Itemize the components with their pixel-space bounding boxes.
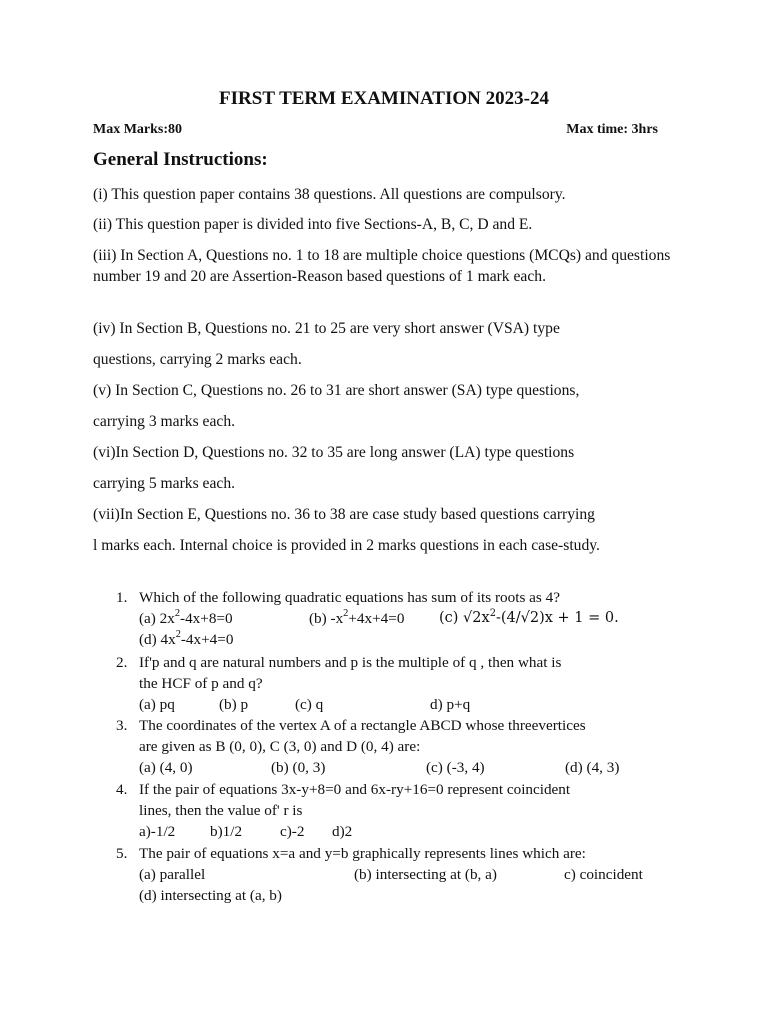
question-number: 5. <box>116 845 128 862</box>
option-c: c) coincident <box>564 866 643 883</box>
instruction-item: (i) This question paper contains 38 questions. All questions are compulsory. <box>93 186 566 203</box>
instruction-item: (iii) In Section A, Questions no. 1 to 18 are multiple choice questions (MCQs) and questions number 19 and 20 are Assertion-Reason based questions of 1 mark each. <box>93 247 671 285</box>
option-d: (d) (4, 3) <box>565 759 620 776</box>
question-4 <box>116 779 676 842</box>
option-b: (b) p <box>219 696 249 713</box>
question-3 <box>116 715 676 778</box>
instruction-item: (ii) This question paper is divided into five Sections-A, B, C, D and E. <box>93 216 533 233</box>
option-c: c)-2 <box>280 823 305 840</box>
max-time: Max time: 3hrs <box>566 122 658 137</box>
question-text: Which of the following quadratic equations has sum of its roots as 4? <box>139 589 560 606</box>
option-d: d)2 <box>332 823 353 840</box>
question-text: The pair of equations x=a and y=b graphically represents lines which are: <box>139 845 586 862</box>
question-text: If'p and q are natural numbers and p is the multiple of q , then what is <box>139 654 562 671</box>
instruction-item: (iv) In Section B, Questions no. 21 to 25 are very short answer (VSA) type <box>93 320 560 337</box>
question-number: 2. <box>116 654 128 671</box>
option-c: (c) (-3, 4) <box>426 759 485 776</box>
option-b: (b) $-x^2+4x+4=0$ <box>309 608 405 627</box>
question-5 <box>116 843 676 906</box>
question-text: The coordinates of the vertex A of a rectangle ABCD whose threevertices <box>139 717 586 734</box>
option-a: (a) parallel <box>139 866 206 883</box>
question-text: If the pair of equations 3x-y+8=0 and 6x-ry+16=0 represent coincident <box>139 781 571 798</box>
instruction-item: (vi)In Section D, Questions no. 32 to 35 are long answer (LA) type questions <box>93 444 575 461</box>
question-text: the HCF of p and q? <box>139 675 263 692</box>
max-marks: Max Marks:80 <box>93 122 183 137</box>
option-b: (b) (0, 3) <box>271 759 326 776</box>
instruction-item: (v) In Section C, Questions no. 26 to 31 are short answer (SA) type questions, <box>93 382 580 399</box>
question-number: 3. <box>116 717 128 734</box>
question-number: 4. <box>116 781 128 798</box>
question-text: are given as B (0, 0), C (3, 0) and D (0, 4) are: <box>139 738 421 755</box>
option-b: (b) intersecting at (b, a) <box>354 866 497 883</box>
option-c: (c) q <box>295 696 324 713</box>
instructions-heading: General Instructions: <box>93 149 268 170</box>
instruction-item: (vii)In Section E, Questions no. 36 to 38 are case study based questions carrying <box>93 506 595 523</box>
option-d: (d) intersecting at (a, b) <box>139 887 282 904</box>
exam-title: FIRST TERM EXAMINATION 2023-24 <box>219 88 549 109</box>
option-a: a)-1/2 <box>139 823 176 840</box>
instruction-item: l marks each. Internal choice is provided in 2 marks questions in each case-study. <box>93 537 600 554</box>
question-number: 1. <box>116 589 128 606</box>
option-a: (a) pq <box>139 696 175 713</box>
question-text: lines, then the value of' r is <box>139 802 303 819</box>
instruction-item: questions, carrying 2 marks each. <box>93 351 302 368</box>
option-a: (a) (4, 0) <box>139 759 193 776</box>
option-d: (d) $4x^2-4x+4=0$ <box>139 629 234 648</box>
question-2 <box>116 652 676 715</box>
instruction-item: carrying 5 marks each. <box>93 475 236 492</box>
option-b: b)1/2 <box>210 823 243 840</box>
option-d: d) p+q <box>430 696 471 713</box>
question-1 <box>116 587 676 650</box>
instruction-item: carrying 3 marks each. <box>93 413 236 430</box>
option-c: (c) $√2x^2-(4/√2)x + 1 = 0$. <box>439 607 619 626</box>
option-a: (a) $2x^2-4x+8=0$ <box>139 608 233 627</box>
